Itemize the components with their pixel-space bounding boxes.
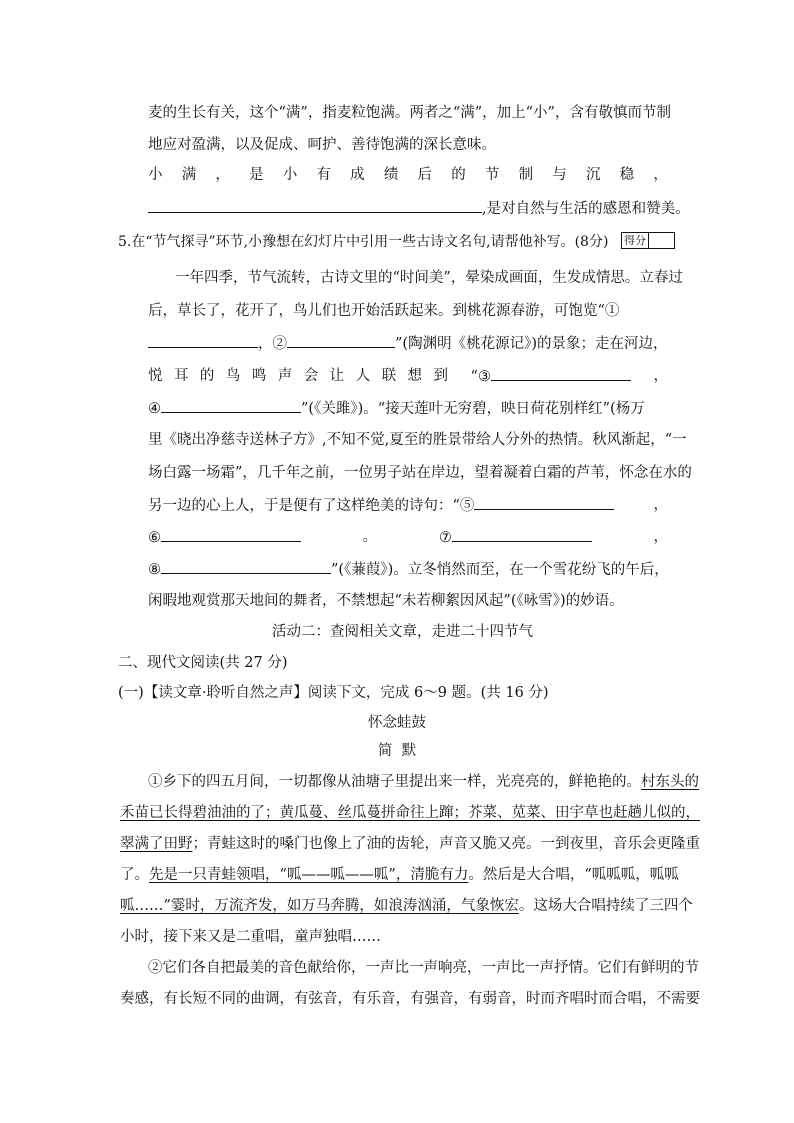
- char: 会: [303, 368, 319, 384]
- char: 是: [249, 167, 264, 183]
- text-fragment: ”(陶渊明《桃花源记》)的景象；走在河边，: [395, 336, 668, 352]
- text-fragment: ”(《蒹葭》)。立冬悄然而至，在一个雪花纷飞的午后，: [331, 562, 669, 578]
- answer-blank-4[interactable]: [161, 398, 301, 413]
- char: 满: [181, 167, 197, 183]
- char: 声: [277, 368, 293, 384]
- char: 到: [433, 368, 448, 384]
- text-line: [120, 834, 700, 854]
- underlined-text: 村东头的: [641, 774, 699, 790]
- text-line: 小时，接下来又是二重唱，童声独唱……: [120, 929, 381, 945]
- text-fragment: ⑦: [438, 530, 452, 546]
- char: 鸣: [251, 368, 267, 384]
- answer-blank-3[interactable]: [491, 366, 631, 381]
- underlined-text: 禾苗已长得碧油油的了；黄瓜蔓、丝瓜蔓拼命往上蹿；芥菜、苋菜、田宇草也赶趟儿似的，: [120, 805, 700, 821]
- char: 绩: [383, 167, 399, 183]
- char: 的: [451, 167, 466, 183]
- text-fragment: ,是对自然与生活的感恩和赞美。: [482, 201, 690, 217]
- text-line: 麦的生长有关，这个“满”，指麦粒饱满。两者之“满”，加上“小”，含有敬慎而节制: [148, 105, 671, 121]
- answer-line: [148, 495, 668, 516]
- char: 有: [316, 167, 331, 183]
- text-fragment: “③: [470, 369, 491, 385]
- text-line: 闲暇地观赏那天地间的舞者，不禁想起“未若柳絮因风起”(《咏雪》)的妙语。: [148, 593, 624, 609]
- text-line: 奏感，有长短不同的曲调，有弦音，有乐音，有强音，有弱音，时而齐唱时而合唱，不需要: [120, 991, 700, 1007]
- text-fragment: ①乡下的四五月间，一切都像从油塘子里提出来一样，光亮亮的，鲜艳艳的。: [148, 774, 641, 790]
- text-fragment: ；青蛙这时的嗓门也像上了油的齿轮，声音又脆又亮。一到夜里，音乐会更隆重: [192, 836, 700, 852]
- char: 制: [518, 167, 534, 183]
- text-line: [148, 772, 699, 792]
- text-fragment: 了。: [120, 867, 149, 883]
- score-label: 得分: [622, 233, 649, 248]
- spaced-text: [148, 366, 448, 387]
- text-line: [120, 865, 679, 885]
- text-line: ②它们各自把最美的音色献给你，一声比一声响亮，一声比一声抒情。它们有鲜明的节: [148, 960, 699, 976]
- answer-line: [148, 333, 667, 354]
- char: 人: [355, 368, 371, 384]
- text-line: 后，草长了，花开了，鸟儿们也开始活跃起来。到桃花源春游，可饱览“①: [148, 303, 620, 319]
- char: 成: [350, 167, 365, 183]
- text-fragment: 。: [362, 529, 378, 545]
- char: ，: [215, 167, 230, 183]
- section-heading: 二、现代文阅读(共 27 分): [118, 655, 288, 671]
- text-fragment: ⑧: [148, 562, 161, 578]
- underlined-text: 呱……”霎时，万流齐发，如万马奔腾，如浪涛汹涌，气象恢宏: [120, 898, 519, 914]
- answer-blank-7[interactable]: [452, 527, 592, 542]
- part-heading: (一)【读文章·聆听自然之声】阅读下文，完成 6～9 题。(共 16 分): [118, 685, 549, 701]
- text-fragment: ⑥: [148, 530, 161, 546]
- text-fragment: ④: [148, 401, 161, 417]
- text-line: 地应对盈满，以及促成、呵护、善待饱满的深长意味。: [148, 137, 496, 153]
- char: 小: [148, 167, 163, 183]
- text-line: 场白露一场霜”，几千年之前，一位男子站在岸边，望着凝着白霜的芦苇，怀念在水的: [148, 465, 692, 481]
- answer-blank-1[interactable]: [148, 333, 258, 348]
- char: 让: [329, 368, 345, 384]
- text-line: 一年四季，节气流转，古诗文里的“时间美”，晕染成画面，生发成情思。立春过: [175, 270, 683, 286]
- text-fragment: 另一边的心上人，于是便有了这样绝美的诗句：“⑤: [148, 498, 475, 514]
- answer-line: [148, 198, 690, 219]
- char: 沉: [585, 167, 601, 183]
- answer-line: [148, 398, 645, 419]
- question-5-stem: 5.在“节气探寻”环节,小豫想在幻灯片中引用一些古诗文名句,请帮他补写。(8分): [118, 234, 609, 250]
- underlined-text: 先是一只青蛙领唱，“呱——呱——呱”，清脆有力: [149, 867, 469, 883]
- answer-line: [148, 559, 669, 580]
- answer-blank-8[interactable]: [161, 559, 331, 574]
- char: 与: [552, 167, 567, 183]
- text-line: [120, 803, 700, 823]
- article-author: 简 默: [377, 743, 417, 759]
- text-line: 里《晓出净慈寺送林子方》,不知不觉,夏至的胜景带给人分外的热情。秋风渐起，“一: [148, 432, 687, 448]
- char: 悦: [148, 368, 163, 384]
- text-fragment: ，: [653, 497, 668, 513]
- underlined-text: 翠满了田野: [120, 836, 193, 852]
- char: 小: [282, 167, 298, 183]
- char: 稳: [619, 167, 635, 183]
- char: 节: [484, 167, 500, 183]
- char: 耳: [173, 368, 189, 384]
- answer-line: [148, 366, 668, 387]
- answer-blank-5[interactable]: [474, 495, 614, 510]
- char: ，: [653, 167, 668, 183]
- text-fragment: ，: [653, 529, 668, 545]
- activity-heading: 活动二：查阅相关文章，走进二十四节气: [272, 624, 533, 640]
- text-fragment: ，: [653, 368, 668, 384]
- char: 鸟: [225, 368, 241, 384]
- text-fragment: 。然后是大合唱，“呱呱呱，呱呱: [468, 867, 679, 883]
- text-line: [120, 896, 693, 916]
- text-fragment: ，②: [258, 336, 287, 352]
- score-box: [621, 232, 675, 249]
- answer-blank-2[interactable]: [287, 333, 395, 348]
- text-fragment: ”(《关雎》)。“接天莲叶无穷碧，映日荷花别样红”(杨万: [301, 401, 645, 417]
- char: 后: [417, 167, 432, 183]
- text-fragment: 。这场大合唱持续了三四个: [518, 898, 693, 914]
- char: 想: [407, 368, 423, 384]
- char: 的: [199, 368, 215, 384]
- answer-line: [148, 527, 668, 548]
- answer-blank[interactable]: [148, 198, 482, 213]
- answer-blank-6[interactable]: [161, 527, 301, 542]
- spaced-text-line: [148, 165, 668, 185]
- article-title: 怀念蛙鼓: [368, 715, 426, 731]
- char: 联: [381, 368, 397, 384]
